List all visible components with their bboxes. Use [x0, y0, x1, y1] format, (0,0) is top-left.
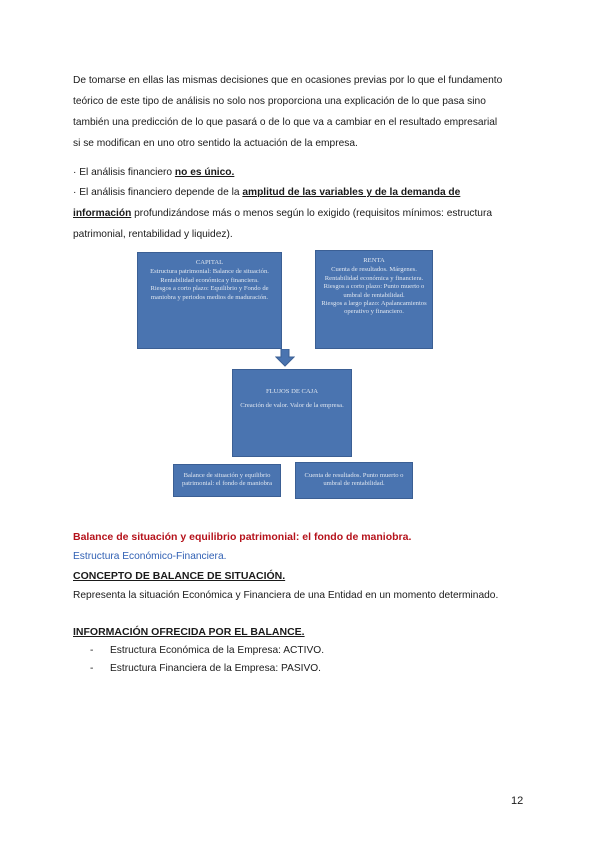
intro-paragraph — [73, 70, 533, 154]
renta-line: Cuenta de resultados. Márgenes. — [331, 266, 417, 274]
bullet-emphasis: no es único. — [174, 167, 235, 178]
bullet-line3: patrimonial, rentabilidad y liquidez). — [73, 229, 233, 240]
capital-line: Riesgos a corto plazo: Equilibrio y Fondo de maniobra y periodos medios de maduración. — [150, 285, 269, 301]
balance-box — [173, 464, 281, 497]
bullet-prefix: · El análisis financiero — [73, 167, 175, 178]
intro-line: De tomarse en ellas las mismas decisiones que en ocasiones previas por lo que el fundamento — [73, 75, 503, 86]
flujos-title: FLUJOS DE CAJA — [265, 388, 319, 395]
bullet-emphasis: amplitud de las variables y de la demanda de — [242, 187, 461, 198]
page-number: 12 — [511, 795, 524, 807]
intro-line: si se modifican en uno otro sentido la actuación de la empresa. — [73, 138, 358, 149]
capital-box — [137, 252, 282, 349]
intro-line: también una predicción de lo que pasará o de lo que va a cambiar en el resultado empresarial — [73, 117, 498, 128]
capital-title: CAPITAL — [195, 259, 224, 266]
capital-line: Estructura patrimonial: Balance de situación. — [150, 268, 269, 276]
section-heading-red: Balance de situación y equilibrio patrimonial: el fondo de maniobra. — [73, 531, 412, 543]
list-item-text: Estructura Financiera de la Empresa: PASIVO. — [110, 663, 322, 674]
bullet-emphasis-2: información — [73, 208, 132, 219]
list-bullet: - — [90, 645, 94, 656]
flujos-box — [232, 369, 352, 457]
list-item — [90, 645, 324, 656]
bullet-no-unico — [73, 162, 533, 183]
intro-line: teórico de este tipo de análisis no solo nos proporciona una explicación de lo que pasa sino — [73, 96, 486, 107]
flujos-line: Creación de valor. Valor de la empresa. — [240, 402, 344, 410]
renta-title: RENTA — [363, 257, 385, 264]
cuenta-box-text: Cuenta de resultados. Punto muerto o umbral de rentabilidad. — [304, 472, 404, 488]
concepto-heading: CONCEPTO DE BALANCE DE SITUACIÓN. — [73, 570, 286, 582]
renta-line: Rentabilidad económica y financiera. — [324, 274, 424, 282]
capital-line: Rentabilidad económica y financiera. — [160, 276, 259, 284]
informacion-heading: INFORMACIÓN OFRECIDA POR EL BALANCE. — [73, 626, 305, 638]
concepto-text: Representa la situación Económica y Financiera de una Entidad en un momento determinado. — [73, 590, 499, 601]
renta-line: Riesgos a largo plazo: Apalancamientos operativo y financiero. — [321, 300, 427, 316]
list-item-text: Estructura Económica de la Empresa: ACTIVO. — [110, 645, 325, 656]
balance-box-text: Balance de situación y equilibrio patrimonial: el fondo de maniobra — [181, 472, 273, 488]
cuenta-box — [295, 462, 413, 499]
renta-box — [315, 250, 433, 349]
renta-line: Riesgos a corto plazo: Punto muerto o umbral de rentabilidad. — [323, 283, 425, 299]
list-item — [90, 663, 321, 674]
bullet-amplitud — [73, 182, 533, 245]
bullet-prefix: · El análisis financiero depende de la — [73, 187, 243, 198]
down-arrow-icon — [275, 349, 295, 367]
list-bullet: - — [90, 663, 94, 674]
section-subtitle-blue: Estructura Económico-Financiera. — [73, 551, 227, 562]
bullet-rest: profundizándose más o menos según lo exigido (requisitos mínimos: estructura — [131, 208, 493, 219]
